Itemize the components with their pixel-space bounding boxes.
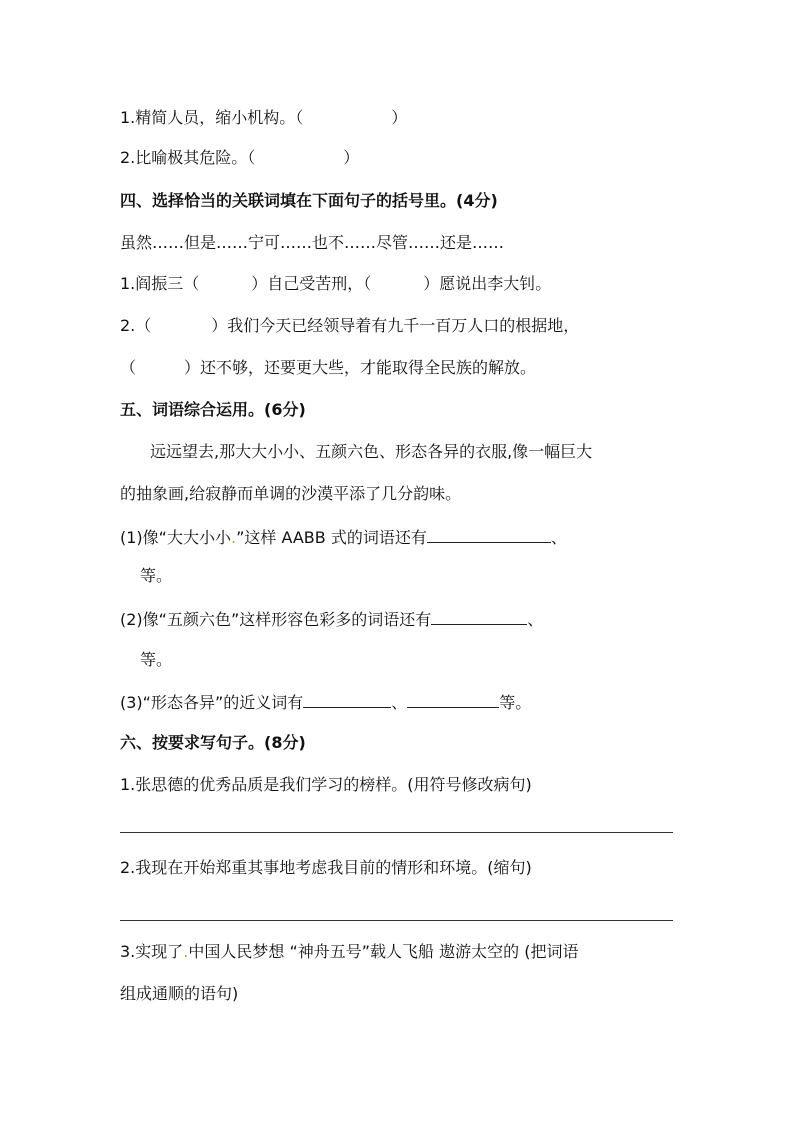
question-5-2-separator: 、	[527, 610, 544, 629]
passage-line-1: 远远望去,那大大小小、五颜六色、形态各异的衣服,像一幅巨大	[150, 442, 593, 461]
question-4-1-part-b: ）自己受苦刑，（	[251, 274, 372, 293]
question-3-1-text: 1.精简人员，缩小机构。（	[120, 108, 304, 127]
question-6-3-part-a: 3.实现了	[120, 942, 184, 961]
answer-blank[interactable]	[407, 689, 499, 708]
question-5-3-end: 等。	[499, 693, 532, 712]
question-5-3-part-a: (3)“形态各异”的近义词有	[120, 693, 304, 712]
question-4-2	[120, 314, 579, 338]
question-5-1-part-a: (1)像“大大小小	[120, 528, 231, 547]
question-4-2-part-a: 2.（	[120, 316, 152, 335]
bracket-close: ）	[343, 148, 360, 167]
answer-blank[interactable]	[303, 689, 391, 708]
question-4-2-part-c: （	[120, 358, 137, 377]
answer-blank[interactable]	[431, 606, 527, 625]
conjunction-options: 虽然……但是……宁可……也不……尽管……还是……	[120, 233, 505, 252]
answer-blank[interactable]	[427, 524, 551, 543]
question-4-1	[120, 272, 551, 296]
question-6-3-part-b: 中国人民梦想 “神舟五号”载人飞船 遨游太空的 (把词语	[188, 942, 579, 961]
section-4-title: 四、选择恰当的关联词填在下面句子的括号里。(4分)	[120, 191, 498, 210]
question-3-2	[120, 146, 359, 170]
question-3-1	[120, 106, 407, 130]
question-6-2: 2.我现在开始郑重其事地考虑我目前的情形和环境。(缩句)	[120, 858, 532, 877]
section-6-title: 六、按要求写句子。(8分)	[120, 733, 306, 752]
question-4-1-part-a: 1.阎振三（	[120, 274, 200, 293]
emphasis-dot: .	[230, 528, 237, 547]
answer-line[interactable]	[120, 920, 673, 921]
question-5-2	[120, 606, 543, 632]
question-5-1-end: 等。	[140, 566, 173, 585]
section-5-title: 五、词语综合运用。(6分)	[120, 400, 306, 419]
question-5-1-part-b: ”这样 AABB 式的词语还有	[236, 528, 427, 547]
question-5-3	[120, 689, 531, 715]
question-4-1-part-c: ）愿说出李大钊。	[423, 274, 552, 293]
question-5-2-end: 等。	[140, 650, 173, 669]
question-5-2-part-a: (2)像“五颜六色”这样形容色彩多的词语还有	[120, 610, 432, 629]
question-3-2-text: 2.比喻极其危险。（	[120, 148, 256, 167]
question-4-2-part-d: ）还不够，还要更大些，才能取得全民族的解放。	[184, 358, 537, 377]
question-5-1	[120, 524, 567, 550]
question-4-2-continued	[120, 356, 536, 380]
question-4-2-part-b: ）我们今天已经领导着有九千一百万人口的根据地，	[211, 316, 580, 335]
question-6-1: 1.张思德的优秀品质是我们学习的榜样。(用符号修改病句)	[120, 775, 532, 794]
answer-line[interactable]	[120, 832, 673, 833]
question-5-3-separator: 、	[391, 693, 408, 712]
question-6-3	[120, 940, 578, 964]
question-5-1-separator: 、	[550, 528, 567, 547]
emphasis-dot: .	[183, 942, 189, 961]
passage-line-2: 的抽象画,给寂静而单调的沙漠平添了几分韵味。	[120, 484, 462, 503]
bracket-close: ）	[391, 108, 408, 127]
question-6-3-continued: 组成通顺的语句)	[120, 984, 239, 1003]
